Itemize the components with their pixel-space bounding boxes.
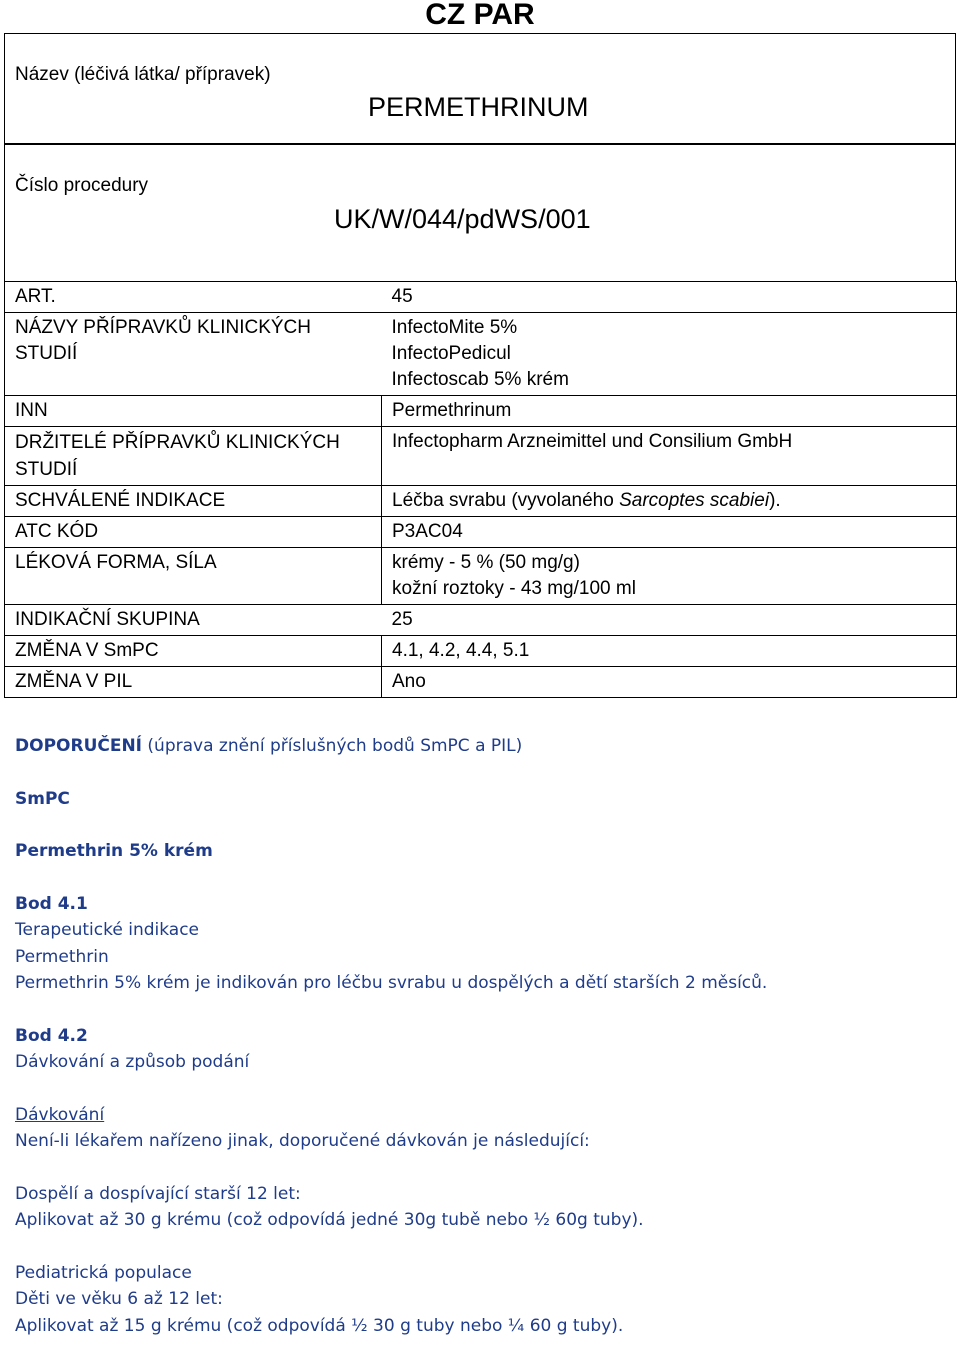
smpc-heading: SmPC [15,788,70,809]
row-value: 25 [382,605,957,636]
table-row [5,427,957,486]
table-row [5,313,957,396]
row-label: ZMĚNA V SmPC [5,636,382,667]
row-label: ART. [5,282,382,313]
details-table [4,281,957,698]
substance-name: PERMETHRINUM [368,92,589,122]
row-label: INN [5,396,382,427]
product-heading: Permethrin 5% krém [15,841,213,861]
adults-text: Aplikovat až 30 g krému (což odpovídá jedné 30g tubě nebo ½ 60g tuby). [15,1210,644,1230]
table-row [5,605,957,636]
table-row [5,282,957,313]
substance-box [4,33,956,144]
section-4-2-title: Dávkování a způsob podání [15,1052,250,1072]
dosing-heading: Dávkování [15,1104,105,1125]
table-row [5,667,957,698]
table-row [5,486,957,517]
row-value: krémy - 5 % (50 mg/g) kožní roztoky - 43 mg/100 ml [382,548,957,605]
row-value: Infectopharm Arzneimittel und Consilium GmbH [382,427,957,486]
row-value: InfectoMite 5% InfectoPedicul Infectoscab 5% krém [382,313,957,396]
document-title: CZ PAR [425,0,535,31]
procedure-label: Číslo procedury [15,175,149,196]
table-row [5,396,957,427]
recommendation-heading: DOPORUČENÍ (úprava znění příslušných bodů SmPC a PIL) [15,736,523,756]
substance-label: Název (léčivá látka/ přípravek) [15,64,271,85]
row-value: 45 [382,282,957,313]
section-4-1-heading: Bod 4.1 [15,893,88,914]
row-label: ATC KÓD [5,517,382,548]
table-row [5,636,957,667]
row-value: Permethrinum [382,396,957,427]
children-text: Aplikovat až 15 g krému (což odpovídá ½ 30 g tuby nebo ¼ 60 g tuby). [15,1315,624,1336]
table-row [5,517,957,548]
adults-heading: Dospělí a dospívající starší 12 let: [15,1183,301,1204]
pediatric-heading: Pediatrická populace [15,1262,192,1283]
table-row [5,548,957,605]
row-label: INDIKAČNÍ SKUPINA [5,605,382,636]
row-value: Léčba svrabu (vyvolaného Sarcoptes scabiei). [382,486,957,517]
section-4-2-heading: Bod 4.2 [15,1025,88,1046]
row-label: NÁZVY PŘÍPRAVKŮ KLINICKÝCH STUDIÍ [5,313,382,396]
row-label: DRŽITELÉ PŘÍPRAVKŮ KLINICKÝCH STUDIÍ [5,427,382,486]
section-4-1-text: Permethrin 5% krém je indikován pro léčbu svrabu u dospělých a dětí starších 2 měsíců. [15,973,768,993]
procedure-box [4,144,956,282]
row-label: SCHVÁLENÉ INDIKACE [5,486,382,517]
children-heading: Děti ve věku 6 až 12 let: [15,1289,223,1309]
procedure-number: UK/W/044/pdWS/001 [334,204,591,234]
row-value: 4.1, 4.2, 4.4, 5.1 [382,636,957,667]
row-value: P3AC04 [382,517,957,548]
row-label: ZMĚNA V PIL [5,667,382,698]
section-4-1-subtitle: Permethrin [15,946,109,967]
recommendation-section [15,733,945,1339]
row-value: Ano [382,667,957,698]
dosing-text: Není-li lékařem nařízeno jinak, doporučené dávkován je následující: [15,1131,590,1151]
section-4-1-title: Terapeutické indikace [15,920,200,940]
row-label: LÉKOVÁ FORMA, SÍLA [5,548,382,605]
